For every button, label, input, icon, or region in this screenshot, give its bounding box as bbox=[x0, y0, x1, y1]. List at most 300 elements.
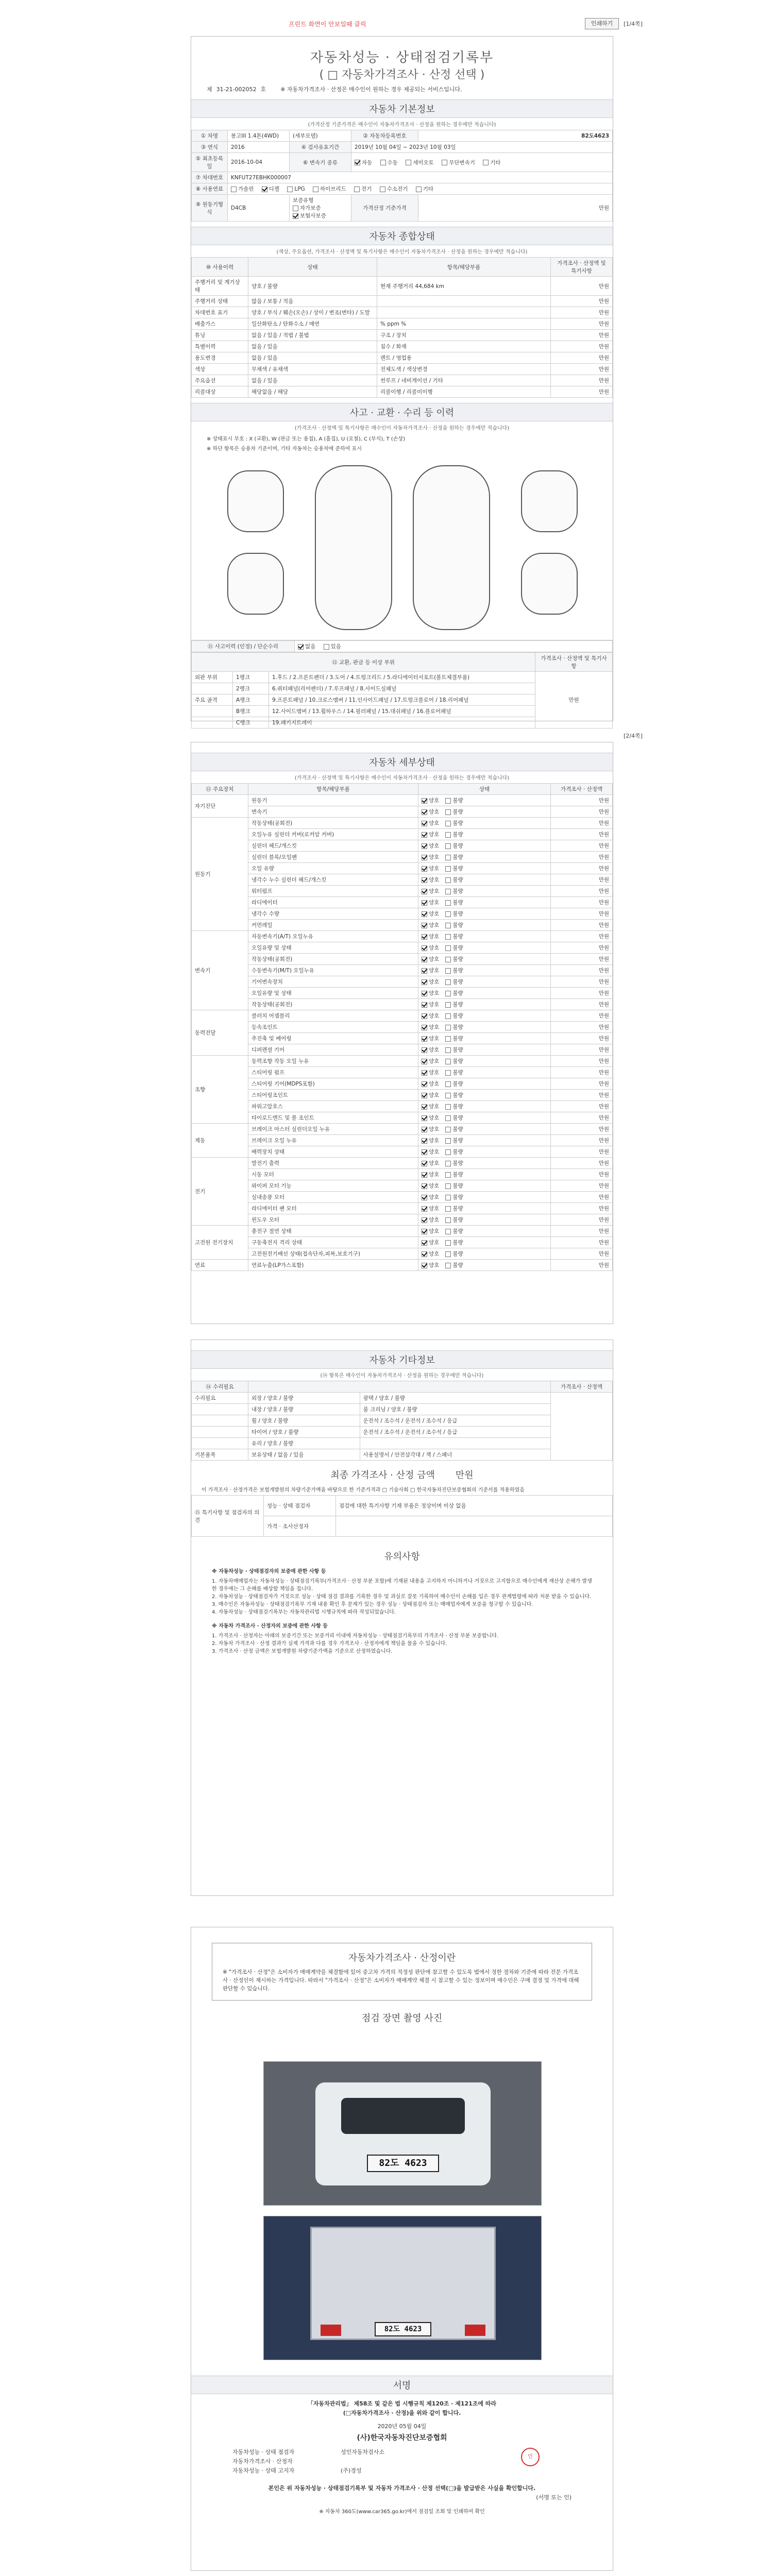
signer-value: (주)경성 bbox=[341, 2467, 362, 2474]
row-state: 없음 / 있음 bbox=[248, 352, 377, 364]
checkbox-icon bbox=[445, 1263, 451, 1268]
detail-header: 항목/해당부품 bbox=[248, 784, 418, 795]
detail-state bbox=[418, 874, 551, 886]
state-label: 양호 bbox=[429, 911, 440, 917]
car-side-left-rear bbox=[227, 553, 284, 615]
table-row bbox=[192, 954, 613, 965]
row-unit: 만원 bbox=[551, 375, 613, 386]
state-option bbox=[445, 979, 463, 985]
checkbox-icon bbox=[422, 798, 427, 804]
fuel-opt: 가솔린 bbox=[238, 186, 254, 192]
table-row bbox=[192, 1203, 613, 1214]
confirm-text: 본인은 위 자동차성능 · 상태점검기록부 및 자동차 가격조사 · 산정 선택(□)을 발급받은 사실을 확인합니다. bbox=[268, 2485, 536, 2492]
checkbox-icon bbox=[422, 1229, 427, 1234]
detail-unit: 만원 bbox=[551, 1078, 613, 1090]
checkbox-icon bbox=[422, 911, 427, 917]
price-explain-box bbox=[212, 1943, 592, 2001]
checkbox-icon bbox=[445, 843, 451, 849]
state-label: 불량 bbox=[452, 1081, 463, 1087]
repair-b bbox=[360, 1438, 550, 1449]
state-option bbox=[445, 843, 463, 849]
checkbox-icon bbox=[406, 160, 411, 165]
state-option bbox=[445, 809, 463, 815]
signer-list bbox=[191, 2448, 613, 2476]
state-option bbox=[422, 1024, 439, 1030]
final-price-unit: 만원 bbox=[455, 1470, 474, 1481]
price-unit: 만원 bbox=[418, 195, 613, 222]
state-option bbox=[445, 1262, 463, 1268]
opinion-table bbox=[191, 1495, 613, 1537]
detail-unit: 만원 bbox=[551, 1192, 613, 1203]
year: 2016 bbox=[228, 142, 290, 153]
checkbox-icon bbox=[422, 991, 427, 996]
checkbox-icon bbox=[445, 889, 451, 894]
inspect-period-label: ④ 검사유효기간 bbox=[290, 142, 351, 153]
detail-header: ⑬ 주요장치 bbox=[192, 784, 248, 795]
state-label: 불량 bbox=[452, 968, 463, 974]
state-option bbox=[422, 888, 439, 894]
row-label: 특별이력 bbox=[192, 341, 248, 352]
state-option bbox=[422, 990, 439, 996]
checkbox-icon bbox=[445, 979, 451, 985]
table-row bbox=[192, 1124, 613, 1135]
state-option bbox=[422, 1092, 439, 1098]
notice-item: 2. 자동차 가격조사 · 산정 결과가 실제 가격과 다를 경우 가격조사 · 산정자에게 책임을 물을 수 있습니다. bbox=[212, 1641, 447, 1647]
checkbox-icon bbox=[445, 945, 451, 951]
checkbox-icon bbox=[262, 187, 267, 192]
state-option bbox=[445, 922, 463, 928]
checkbox-icon bbox=[422, 1149, 427, 1155]
detail-item: 자동변속기(A/T) 오일누유 bbox=[248, 931, 418, 942]
year-label: ③ 연식 bbox=[192, 142, 228, 153]
state-option bbox=[422, 854, 439, 860]
state-option bbox=[422, 1206, 439, 1212]
state-option bbox=[422, 1183, 439, 1189]
table-row bbox=[192, 1090, 613, 1101]
detail-state bbox=[418, 852, 551, 863]
state-option bbox=[422, 1160, 439, 1166]
opinion-text bbox=[336, 1516, 613, 1537]
state-option bbox=[422, 820, 439, 826]
car-diagram bbox=[191, 455, 613, 640]
detail-item: 연료누출(LP가스포함) bbox=[248, 1260, 418, 1271]
detail-state bbox=[418, 795, 551, 806]
detail-item: 오일 유량 bbox=[248, 863, 418, 874]
engine-type: D4CB bbox=[228, 195, 290, 222]
state-option bbox=[445, 968, 463, 974]
checkbox-icon bbox=[422, 1263, 427, 1268]
accident-opt: 없음 bbox=[305, 643, 316, 650]
table-row bbox=[192, 1067, 613, 1078]
group-rank: A랭크 bbox=[233, 694, 269, 706]
detail-unit: 만원 bbox=[551, 829, 613, 840]
detail-state bbox=[418, 1260, 551, 1271]
state-label: 양호 bbox=[429, 1160, 440, 1166]
state-option bbox=[445, 1047, 463, 1053]
state-label: 양호 bbox=[429, 798, 440, 804]
checkbox-icon bbox=[416, 187, 422, 192]
repair-b: 운전석 / 조수석 / 운전석 / 조수석 / 응급 bbox=[360, 1415, 550, 1427]
checkbox-icon bbox=[445, 1104, 451, 1110]
checkbox-icon bbox=[422, 1104, 427, 1110]
checkbox-icon bbox=[445, 991, 451, 996]
repair-header: ⑭ 수리필요 bbox=[192, 1381, 248, 1393]
state-option bbox=[445, 1138, 463, 1144]
row-label: 주행거리 및 계기상태 bbox=[192, 277, 248, 296]
row-unit: 만원 bbox=[551, 318, 613, 330]
state-label: 불량 bbox=[452, 809, 463, 815]
state-option bbox=[422, 900, 439, 906]
tail-light-left bbox=[321, 2325, 341, 2336]
accident-note: (가격조사 · 산정액 및 특기사항은 매수인이 자동차가격조사 · 산정을 원하는 경우에만 적습니다) bbox=[294, 426, 510, 431]
state-label: 양호 bbox=[429, 832, 440, 838]
state-option bbox=[422, 934, 439, 940]
checkbox-icon bbox=[355, 160, 360, 165]
detail-unit: 만원 bbox=[551, 908, 613, 920]
repair-label bbox=[192, 1438, 248, 1449]
table-row bbox=[192, 1112, 613, 1124]
detail-state bbox=[418, 1169, 551, 1180]
detail-group-label: 전기 bbox=[192, 1158, 248, 1226]
detail-state bbox=[418, 1078, 551, 1090]
detail-state bbox=[418, 954, 551, 965]
row-state: 무채색 / 유채색 bbox=[248, 364, 377, 375]
row-label: 용도변경 bbox=[192, 352, 248, 364]
table-row bbox=[192, 1393, 613, 1404]
checkbox-icon bbox=[445, 1059, 451, 1064]
state-option bbox=[422, 1036, 439, 1042]
checkbox-icon bbox=[231, 187, 237, 192]
detail-unit: 만원 bbox=[551, 897, 613, 908]
checkbox-icon bbox=[422, 1183, 427, 1189]
state-label: 양호 bbox=[429, 1092, 440, 1098]
photo-title: 점검 장면 촬영 사진 bbox=[361, 2013, 443, 2024]
state-label: 양호 bbox=[429, 945, 440, 951]
state-option bbox=[422, 911, 439, 917]
checkbox-icon bbox=[422, 1240, 427, 1246]
reg-no-label: ② 자동차등록번호 bbox=[351, 130, 418, 142]
state-option bbox=[445, 1092, 463, 1098]
checkbox-icon bbox=[445, 1161, 451, 1166]
state-label: 양호 bbox=[429, 1024, 440, 1030]
row-detail: 침수 / 화재 bbox=[377, 341, 551, 352]
group-label bbox=[192, 683, 233, 694]
state-option bbox=[445, 956, 463, 962]
state-option bbox=[445, 990, 463, 996]
state-option bbox=[422, 945, 439, 951]
state-label: 양호 bbox=[429, 1183, 440, 1189]
state-option bbox=[445, 1194, 463, 1200]
state-option bbox=[422, 1194, 439, 1200]
inspection-photo-rear bbox=[263, 2216, 542, 2360]
page-3 bbox=[191, 1340, 613, 1896]
checkbox-icon bbox=[422, 923, 427, 928]
table-row bbox=[192, 318, 613, 330]
state-label: 불량 bbox=[452, 945, 463, 951]
detail-state bbox=[418, 1158, 551, 1169]
detail-state bbox=[418, 965, 551, 976]
checkbox-icon bbox=[442, 160, 447, 165]
detail-item: 라디에이터 bbox=[248, 897, 418, 908]
detail-item: 추진축 및 베어링 bbox=[248, 1033, 418, 1044]
table-row bbox=[192, 1496, 613, 1516]
row-unit: 만원 bbox=[551, 277, 613, 296]
checkbox-icon bbox=[422, 979, 427, 985]
repair-a: 타이어 / 양호 / 불량 bbox=[248, 1427, 360, 1438]
state-option bbox=[445, 1036, 463, 1042]
state-label: 양호 bbox=[429, 809, 440, 815]
state-option bbox=[445, 1115, 463, 1121]
notice-item: 3. 매수인은 자동차성능 · 상태점검기록부 기재 내용 확인 후 문제가 있는 경우 성능 · 상태점검자 또는 매매업자에게 보증을 청구할 수 있습니다. bbox=[212, 1602, 533, 1607]
checkbox-icon bbox=[422, 889, 427, 894]
checkbox-icon bbox=[445, 798, 451, 804]
state-option bbox=[445, 1070, 463, 1076]
basic-info-title: 자동차 기본정보 bbox=[191, 99, 613, 118]
detail-item: 냉각수 수량 bbox=[248, 908, 418, 920]
state-option bbox=[422, 1138, 439, 1144]
state-label: 불량 bbox=[452, 1183, 463, 1189]
table-row bbox=[192, 818, 613, 829]
table-row bbox=[192, 965, 613, 976]
checkbox-icon bbox=[422, 968, 427, 974]
checkbox-icon bbox=[422, 1093, 427, 1098]
accident-table bbox=[191, 640, 613, 652]
table-row bbox=[192, 1449, 613, 1461]
checkbox-icon bbox=[293, 206, 298, 211]
table-row bbox=[192, 1226, 613, 1237]
checkbox-icon bbox=[445, 1172, 451, 1178]
state-option bbox=[422, 1172, 439, 1178]
checkbox-icon bbox=[422, 843, 427, 849]
state-option bbox=[445, 832, 463, 838]
signer-row bbox=[232, 2466, 572, 2476]
state-option bbox=[445, 1160, 463, 1166]
detail-item: 디퍼렌셜 기어 bbox=[248, 1044, 418, 1056]
checkbox-icon bbox=[445, 877, 451, 883]
print-button[interactable]: 인쇄하기 bbox=[585, 18, 619, 29]
checkbox-icon bbox=[324, 644, 329, 650]
detail-unit: 만원 bbox=[551, 1169, 613, 1180]
checkbox-icon bbox=[422, 1002, 427, 1008]
first-reg-label: ⑤ 최초등록일 bbox=[192, 153, 228, 172]
checkbox-icon bbox=[422, 957, 427, 962]
state-option bbox=[422, 1013, 439, 1019]
row-label: 배출가스 bbox=[192, 318, 248, 330]
state-option bbox=[422, 843, 439, 849]
state-label: 불량 bbox=[452, 798, 463, 804]
page-2 bbox=[191, 742, 613, 1324]
repair-a: 내장 / 양호 / 불량 bbox=[248, 1404, 360, 1415]
state-label: 양호 bbox=[429, 1058, 440, 1064]
print-help-link[interactable]: 프린트 화면이 안보일때 클릭 bbox=[289, 21, 366, 28]
state-option bbox=[445, 866, 463, 872]
table-row bbox=[192, 1033, 613, 1044]
detail-item: 배력장치 상태 bbox=[248, 1146, 418, 1158]
detail-state bbox=[418, 1180, 551, 1192]
state-label: 불량 bbox=[452, 1002, 463, 1008]
state-label: 불량 bbox=[452, 1126, 463, 1132]
inspect-period: 2019년 10월 04일 ~ 2023년 10월 03일 bbox=[351, 142, 613, 153]
state-option bbox=[422, 1149, 439, 1155]
detail-group-label: 조향 bbox=[192, 1056, 248, 1124]
repair-label: 수리필요 bbox=[192, 1393, 248, 1404]
detail-item: 작동상태(공회전) bbox=[248, 954, 418, 965]
state-label: 양호 bbox=[429, 968, 440, 974]
table-row bbox=[192, 852, 613, 863]
state-label: 양호 bbox=[429, 922, 440, 928]
detail-group-label: 제동 bbox=[192, 1124, 248, 1158]
repair-header: 가격조사 · 산정액 bbox=[551, 1381, 613, 1393]
detail-unit: 만원 bbox=[551, 886, 613, 897]
detail-state bbox=[418, 1248, 551, 1260]
state-label: 불량 bbox=[452, 990, 463, 996]
checkbox-icon bbox=[445, 1070, 451, 1076]
detail-group-label: 자기진단 bbox=[192, 795, 248, 818]
vin-label: ⑦ 차대번호 bbox=[192, 172, 228, 183]
detail-item: 클러치 어셈블리 bbox=[248, 1010, 418, 1022]
table-row bbox=[192, 988, 613, 999]
group-label: 외판 부위 bbox=[192, 672, 233, 683]
table-row bbox=[192, 829, 613, 840]
detail-unit: 만원 bbox=[551, 1214, 613, 1226]
group-label bbox=[192, 706, 233, 717]
state-label: 불량 bbox=[452, 888, 463, 894]
checkbox-icon bbox=[445, 1206, 451, 1212]
detail-state bbox=[418, 1033, 551, 1044]
notice-item: 3. 가격조사 · 산정 금액은 보험개발원 차량기준가액을 기준으로 산정하였습니다. bbox=[212, 1649, 393, 1654]
detail-unit: 만원 bbox=[551, 1135, 613, 1146]
state-label: 불량 bbox=[452, 1092, 463, 1098]
detail-group-label: 연료 bbox=[192, 1260, 248, 1271]
table-row bbox=[192, 352, 613, 364]
state-option bbox=[422, 1262, 439, 1268]
state-option bbox=[445, 1058, 463, 1064]
detail-unit: 만원 bbox=[551, 1124, 613, 1135]
state-option bbox=[422, 877, 439, 883]
state-label: 양호 bbox=[429, 979, 440, 985]
document-number: 31-21-002052 bbox=[216, 86, 257, 93]
row-detail bbox=[377, 296, 551, 307]
state-option bbox=[445, 820, 463, 826]
state-option bbox=[422, 1104, 439, 1110]
detail-group-label: 원동기 bbox=[192, 818, 248, 931]
price-label: 가격산정 기준가격 bbox=[351, 195, 418, 222]
state-option bbox=[445, 877, 463, 883]
inspection-photo-front bbox=[263, 2061, 542, 2206]
detail-item: 작동상태(공회전) bbox=[248, 999, 418, 1010]
table-row bbox=[192, 920, 613, 931]
row-state: 없음 / 있음 bbox=[248, 341, 377, 352]
row-detail: 현재 주행거리 44,684 km bbox=[377, 277, 551, 296]
row-state: 많음 / 보통 / 적음 bbox=[248, 296, 377, 307]
car-top-view-2 bbox=[413, 465, 490, 630]
notice-block-2 bbox=[191, 1619, 613, 1658]
group-rank: 2랭크 bbox=[233, 683, 269, 694]
detail-item: 고전원전기배선 상태(접속단자,피복,보호기구) bbox=[248, 1248, 418, 1260]
detail-group-label: 고전원 전기장치 bbox=[192, 1226, 248, 1260]
table-row bbox=[192, 806, 613, 818]
page-number: [1/4쪽] bbox=[624, 21, 643, 27]
group-rank: C랭크 bbox=[233, 717, 269, 728]
group-items: 19.패키지트레이 bbox=[269, 717, 535, 728]
state-label: 불량 bbox=[452, 1036, 463, 1042]
state-label: 불량 bbox=[452, 1070, 463, 1076]
detail-state bbox=[418, 1090, 551, 1101]
state-option bbox=[445, 945, 463, 951]
checkbox-icon bbox=[422, 1013, 427, 1019]
table-row bbox=[192, 1415, 613, 1427]
state-label: 불량 bbox=[452, 1228, 463, 1234]
table-row bbox=[192, 1022, 613, 1033]
row-unit: 만원 bbox=[551, 307, 613, 318]
state-option bbox=[422, 832, 439, 838]
group-rank: B랭크 bbox=[233, 706, 269, 717]
detail-item: 등속조인트 bbox=[248, 1022, 418, 1033]
state-option bbox=[422, 1217, 439, 1223]
state-label: 양호 bbox=[429, 1138, 440, 1144]
detail-state bbox=[418, 942, 551, 954]
group-label: 주요 골격 bbox=[192, 694, 233, 706]
state-label: 불량 bbox=[452, 1206, 463, 1212]
table-row bbox=[192, 1180, 613, 1192]
checkbox-icon bbox=[422, 832, 427, 838]
fuel-opt: 하이브리드 bbox=[320, 186, 346, 192]
row-detail: % ppm % bbox=[377, 318, 551, 330]
table-row bbox=[192, 672, 613, 683]
group-label bbox=[192, 717, 233, 728]
fuel-opt: 디젤 bbox=[268, 186, 280, 192]
table-row bbox=[192, 1044, 613, 1056]
signer-label: 자동차성능 · 상태 고지자 bbox=[232, 2467, 295, 2474]
group-items: 12.사이드멤버 / 13.휠하우스 / 14.필러패널 / 15.대쉬패널 / 16.플로어패널 bbox=[269, 706, 535, 717]
state-label: 불량 bbox=[452, 1149, 463, 1155]
state-option bbox=[422, 1228, 439, 1234]
state-label: 양호 bbox=[429, 1070, 440, 1076]
checkbox-icon bbox=[445, 1081, 451, 1087]
state-label: 불량 bbox=[452, 1240, 463, 1246]
panel-table bbox=[191, 652, 613, 728]
state-option bbox=[422, 922, 439, 928]
state-label: 불량 bbox=[452, 1217, 463, 1223]
other-info-title: 자동차 기타정보 bbox=[191, 1350, 613, 1369]
detail-unit: 만원 bbox=[551, 976, 613, 988]
state-option bbox=[422, 1081, 439, 1087]
state-label: 양호 bbox=[429, 956, 440, 962]
fuel-opt: LPG bbox=[294, 186, 305, 192]
checkbox-icon bbox=[445, 866, 451, 872]
row-state: 일산화탄소 / 탄화수소 / 매연 bbox=[248, 318, 377, 330]
checkbox-icon bbox=[422, 1115, 427, 1121]
row-unit: 만원 bbox=[551, 296, 613, 307]
state-label: 양호 bbox=[429, 866, 440, 872]
checkbox-icon bbox=[445, 821, 451, 826]
checkbox-icon bbox=[445, 832, 451, 838]
detail-item: 오일유량 및 상태 bbox=[248, 988, 418, 999]
state-option bbox=[422, 809, 439, 815]
state-label: 불량 bbox=[452, 1172, 463, 1178]
trans-opt: 자동 bbox=[362, 159, 373, 166]
state-label: 불량 bbox=[452, 1194, 463, 1200]
detail-state bbox=[418, 863, 551, 874]
detail-item: 와이퍼 모터 기능 bbox=[248, 1180, 418, 1192]
row-unit: 만원 bbox=[551, 364, 613, 375]
other-info-note: (⑭ 항목은 매수인이 자동차가격조사 · 산정을 원하는 경우에만 적습니다) bbox=[320, 1373, 484, 1379]
state-option bbox=[422, 1251, 439, 1257]
car-side-right-front bbox=[521, 470, 578, 532]
warranty-opt: 자가보증 bbox=[300, 205, 321, 211]
panel-header: 가격조사 · 산정액 및 특기사항 bbox=[535, 653, 613, 672]
state-option bbox=[445, 1183, 463, 1189]
